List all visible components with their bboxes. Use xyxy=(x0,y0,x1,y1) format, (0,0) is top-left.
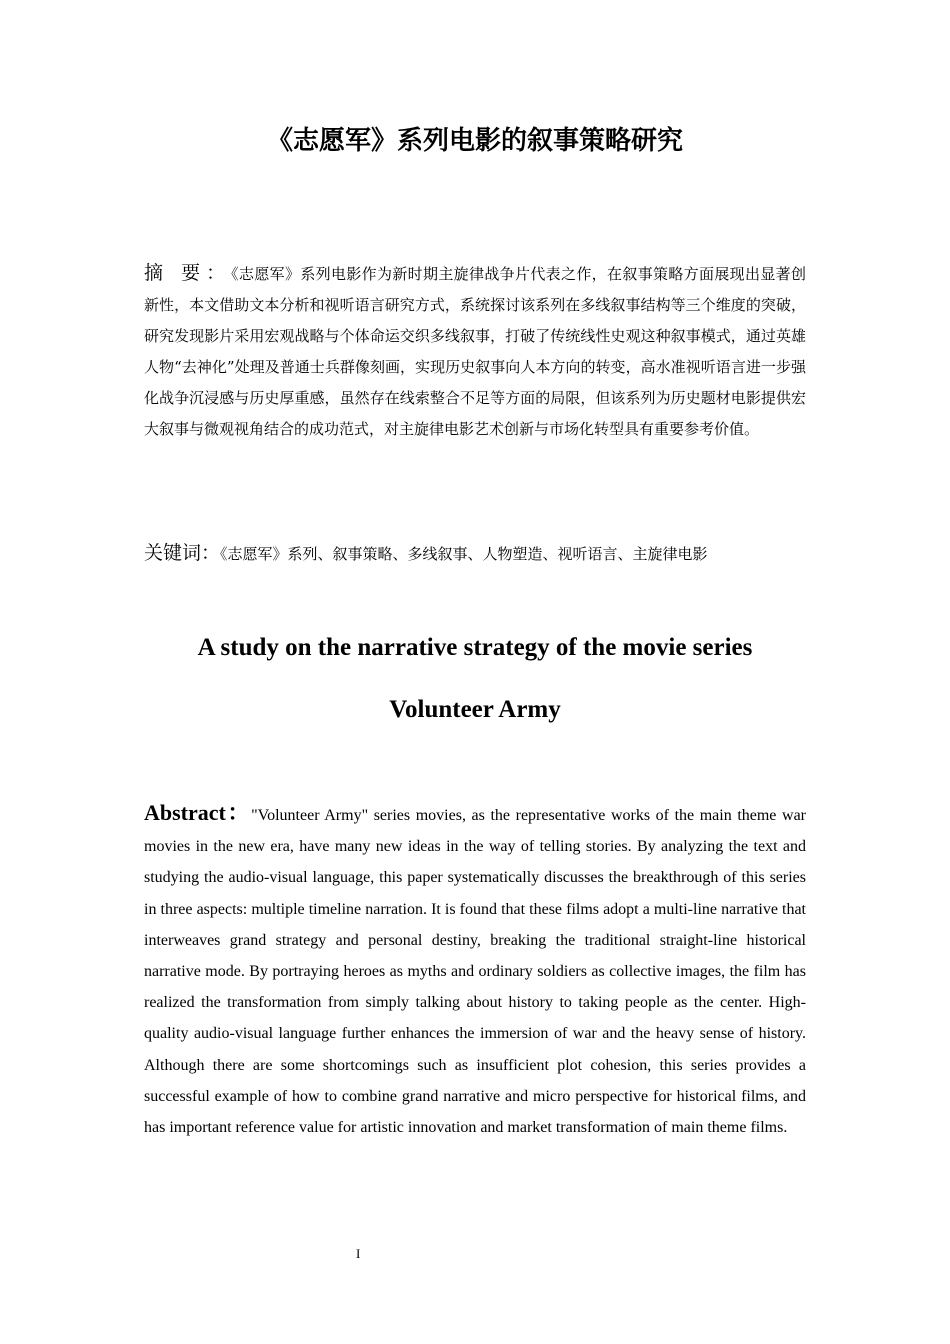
chinese-abstract-label: 摘 要： xyxy=(144,262,232,284)
english-title-line-1: A study on the narrative strategy of the movie series xyxy=(197,634,753,661)
chinese-abstract-text: 《志愿军》系列电影作为新时期主旋律战争片代表之作，在叙事策略方面展现出显著创新性，本文借助文本分析和视听语言研究方式，系统探讨该系列在多线叙事结构等三个维度的突破，研究发现影片采用宏观战略与个体命运交织多线叙事，打破了传统线性史观这种叙事模式，通过英雄人物“去神化”处理及普通士兵群像刻画，实现历史叙事向人本方向的转变，高水准视听语言进一步强化战争沉浸感与历史厚重感，虽然存在线索整合不足等方面的局限，但该系列为历史题材电影提供宏大叙事与微观视角结合的成功范式，对主旋律电影艺术创新与市场化转型具有重要参考价值。 xyxy=(144,265,806,438)
page-number: I xyxy=(356,1246,361,1261)
english-abstract-text: "Volunteer Army" series movies, as the representative works of the main theme war movies in the new era, have many new ideas in the way of telling stories. By analyzing the text and studying the audio-visual language, this paper systematically discusses the breakthrough of this series in three aspects: multiple timeline narration. It is found that these films adopt a multi-line narrative that interweaves grand strategy and personal destiny, breaking the traditional straight-line historical narrative mode. By portraying heroes as myths and ordinary soldiers as collective images, the film has realized the transformation from simply talking about history to taking people as the center. High-quality audio-visual language further enhances the immersion of war and the heavy sense of history. Although there are some shortcomings such as insufficient plot cohesion, this series provides a successful example of how to combine grand narrative and micro perspective for historical films, and has important reference value for artistic innovation and market transformation of main theme films. xyxy=(144,807,806,1137)
chinese-keywords-text: 《志愿军》系列、叙事策略、多线叙事、人物塑造、视听语言、主旋律电影 xyxy=(220,545,708,563)
english-abstract xyxy=(144,797,806,1143)
chinese-keywords xyxy=(144,538,806,569)
chinese-title: 《志愿军》系列电影的叙事策略研究 xyxy=(266,126,683,156)
chinese-keywords-label: 关键词： xyxy=(144,542,221,564)
english-abstract-label: Abstract： xyxy=(144,800,252,825)
english-title xyxy=(144,617,806,741)
english-title-line-2: Volunteer Army xyxy=(389,696,561,723)
chinese-abstract xyxy=(144,258,806,445)
